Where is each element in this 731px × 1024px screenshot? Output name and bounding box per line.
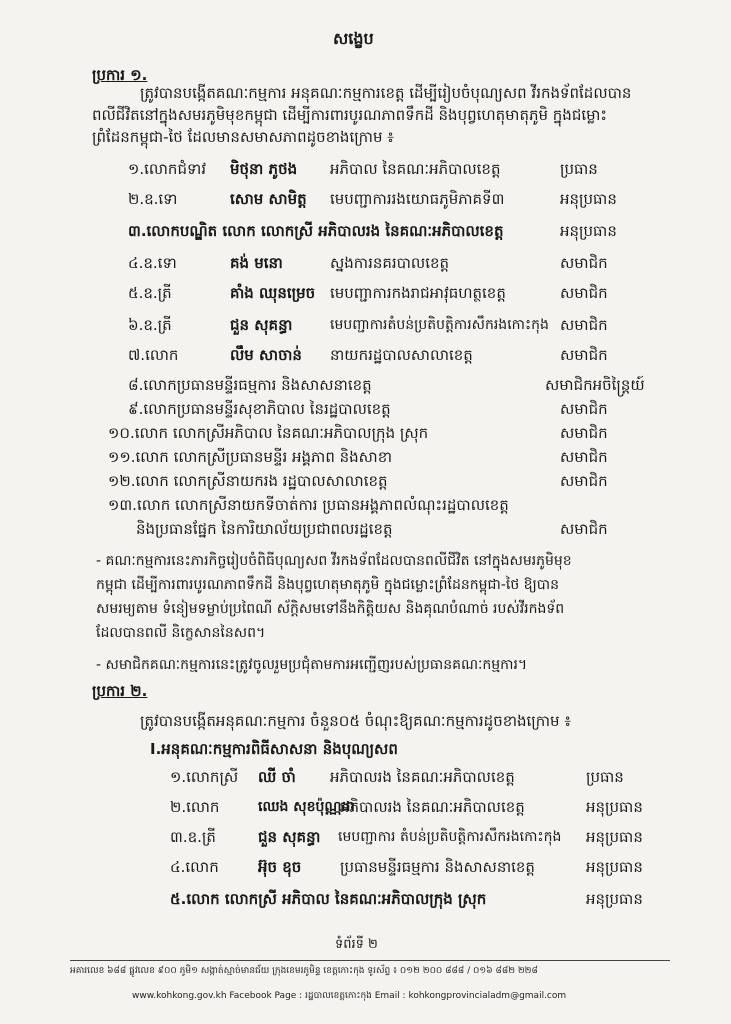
article-1-intro-line: ព្រំដែនកម្ពុជា-ថៃ ដែលមានសមាសភាពដូចខាងក្រោម ៖ bbox=[92, 128, 394, 146]
member-position: អនុប្រធាន bbox=[560, 222, 617, 240]
member-title: ៤.លោក bbox=[170, 858, 219, 876]
member-title: ២.ឧ.ទោ bbox=[128, 190, 178, 208]
member-position: សមាជិក bbox=[560, 448, 608, 466]
member-role: មេបញ្ជាការរងយោធភូមិភាគទី៣ bbox=[330, 190, 505, 208]
member-position: សមាជិក bbox=[560, 284, 608, 302]
duty-paragraph-line: - គណៈកម្មការនេះភារកិច្ចរៀបចំពិធីបុណ្យសព វីរកងទ័ពដែលបានពលីជីវិត នៅក្នុងសមរភូមិមុខ bbox=[96, 553, 572, 569]
article-2-heading: ប្រការ ២. bbox=[92, 682, 148, 700]
member-title: ១.លោកស្រី bbox=[170, 768, 239, 786]
member-position: សមាជិក bbox=[560, 472, 608, 490]
member-position: អនុប្រធាន bbox=[586, 798, 643, 816]
footer-contacts: www.kohkong.gov.kh Facebook Page : រដ្ឋបាលខេត្តកោះកុង Email : kohkongprovincialadm@gmail.com bbox=[132, 991, 567, 1001]
member-title: ៧.លោក bbox=[128, 346, 179, 364]
member-role: មេបញ្ជាការកងរាជអាវុធហត្ថខេត្ត bbox=[330, 284, 506, 302]
member-title: ៥.ឧ.ត្រី bbox=[128, 284, 172, 302]
member-title: ៣.ឧ.ត្រី bbox=[170, 828, 216, 846]
member-title: ៣.លោកបណ្ឌិត លោក លោកស្រី អភិបាលរង នៃគណៈអភិបាលខេត្ត bbox=[128, 222, 504, 240]
member-title-continued: និងប្រធានផ្នែក នៃការិយាល័យប្រជាពលរដ្ឋខេត្ត bbox=[136, 520, 393, 538]
member-name: ជួន សុគន្ធា bbox=[230, 316, 293, 334]
member-role: អភិបាលរង នៃគណៈអភិបាលខេត្ត bbox=[330, 768, 515, 786]
member-role: ប្រធានមន្ទីរធម្មការ និងសាសនាខេត្ត bbox=[340, 858, 535, 876]
member-role: នាយករដ្ឋបាលសាលាខេត្ត bbox=[330, 346, 473, 364]
article-2-intro: ត្រូវបានបង្កើតអនុគណៈកម្មការ ចំនួន០៥ ចំណុះឱ្យគណៈកម្មការដូចខាងក្រោម ៖ bbox=[140, 712, 571, 730]
member-position: អនុប្រធាន bbox=[586, 828, 643, 846]
member-name: ឈេង សុខប៉ុណ្ណដា bbox=[258, 799, 355, 815]
member-title: ៨.លោកប្រធានមន្ទីរធម្មការ និងសាសនាខេត្ត bbox=[128, 376, 372, 394]
member-title: ១១.លោក លោកស្រីប្រធានមន្ទីរ អង្គភាព និងសាខា bbox=[108, 448, 392, 466]
duty-paragraph-line: កម្ពុជា ដើម្បីការពារបូរណភាពទឹកដី និងបុព្វហេតុមាតុភូមិ ក្នុងជម្លោះព្រំដែនកម្ពុជា-ថៃ ឱ្យបាន bbox=[96, 577, 559, 593]
member-title: ៤.ឧ.ទោ bbox=[128, 254, 177, 272]
member-position: សមាជិក bbox=[560, 424, 608, 442]
member-position: សមាជិក bbox=[560, 400, 608, 418]
member-title: ៩.លោកប្រធានមន្ទីរសុខាភិបាល នៃរដ្ឋបាលខេត្ត bbox=[128, 400, 391, 418]
page-number: ទំព័រទី ២ bbox=[335, 937, 378, 952]
member-title: ៦.ឧ.ត្រី bbox=[128, 316, 172, 334]
attendance-paragraph-line: - សមាជិកគណៈកម្មការនេះត្រូវចូលរួមប្រជុំតាមការអញ្ជើញរបស់ប្រធានគណៈកម្មការ។ bbox=[96, 657, 528, 673]
member-title: ១២.លោក លោកស្រីនាយករង រដ្ឋបាលសាលាខេត្ត bbox=[108, 472, 388, 490]
member-position: អនុប្រធាន bbox=[586, 858, 643, 876]
member-position: ប្រធាន bbox=[586, 768, 624, 786]
member-position: សមាជិក bbox=[560, 316, 608, 334]
member-name: គាំង ឈុនម្រេច bbox=[230, 284, 316, 302]
member-position: អនុប្រធាន bbox=[586, 890, 643, 908]
member-role: មេបញ្ជាការ តំបន់ប្រតិបត្តិការសឹករងកោះកុង bbox=[338, 829, 562, 845]
subcommittee-heading: I.អនុគណៈកម្មការពិធីសាសនា និងបុណ្យសព bbox=[150, 740, 398, 758]
member-name: សោម សាមិត្ត bbox=[230, 190, 307, 208]
article-1-heading: ប្រការ ១. bbox=[92, 66, 148, 84]
member-role: មេបញ្ជាការតំបន់ប្រតិបត្តិការសឹករងកោះកុង bbox=[330, 317, 549, 333]
member-role: អភិបាល នៃគណៈអភិបាលខេត្ត bbox=[330, 160, 501, 178]
member-name: អ៊ុច ឧុច bbox=[258, 858, 302, 876]
duty-paragraph-line: សមរម្យតាម ទំនៀមទម្លាប់ប្រពៃណី ស័ក្តិសមទៅនឹងកិត្តិយស និងគុណបំណាច់ របស់វីរកងទ័ព bbox=[96, 601, 565, 617]
duty-paragraph-line: ដែលបានពលី និក្ខេសាននៃសព។ bbox=[96, 625, 266, 641]
member-title: ១៣.លោក លោកស្រីនាយកទីចាត់ការ ប្រធានអង្គភាពលំណុះរដ្ឋបាលខេត្ត bbox=[108, 496, 509, 514]
member-title: ២.លោក bbox=[170, 798, 220, 816]
member-position: ប្រធាន bbox=[560, 160, 598, 178]
member-name: លឹម សាចាន់ bbox=[230, 346, 302, 364]
footer-divider bbox=[70, 960, 670, 961]
member-title: ១.លោកជំទាវ bbox=[128, 160, 207, 178]
article-1-intro-line: ពលីជីវិតនៅក្នុងសមរភូមិមុខកម្ពុជា ដើម្បីការពារបូរណភាពទឹកដី និងបុព្វហេតុមាតុភូមិ ក្នុងជម្លោះ bbox=[92, 106, 607, 124]
member-name: ឈី ចាំ bbox=[258, 768, 296, 786]
footer-address: អគារលេខ ៦៨៨ ផ្លូវលេខ ៩០០ ភូមិ១ សង្កាត់ស្មាច់មានជ័យ ក្រុងខេមរភូមិន្ទ ខេត្តកោះកុង ទូរស័ព្ទ ៖ ០១២ ២០០ ៨៨៨ / ០១៦ ៨៨២ ២២៨ bbox=[70, 966, 538, 976]
member-title: ១០.លោក លោកស្រីអភិបាល នៃគណៈអភិបាលក្រុង ស្រុក bbox=[108, 424, 429, 442]
member-position: សមាជិក bbox=[560, 346, 608, 364]
member-position: សមាជិកអចិន្ត្រៃយ៍ bbox=[545, 376, 645, 394]
member-position: សមាជិក bbox=[560, 520, 608, 538]
member-name: គង់ មនោ bbox=[230, 254, 283, 272]
member-role: ស្នងការនគរបាលខេត្ត bbox=[330, 254, 450, 272]
member-role: អភិបាលរង នៃគណៈអភិបាលខេត្ត bbox=[340, 798, 525, 816]
member-position: សមាជិក bbox=[560, 254, 608, 272]
document-title: សង្ខេប bbox=[333, 29, 374, 48]
member-position: អនុប្រធាន bbox=[560, 190, 617, 208]
member-name: ជួន សុគន្ធា bbox=[258, 828, 321, 846]
member-name: មិថុនា ភូថង bbox=[230, 160, 298, 178]
article-1-intro-line: ត្រូវបានបង្កើតគណៈកម្មការ អនុគណៈកម្មការខេត្ត ដើម្បីរៀបចំបុណ្យសព វីរកងទ័ពដែលបាន bbox=[140, 84, 632, 102]
member-title: ៥.លោក លោកស្រី អភិបាល នៃគណៈអភិបាលក្រុង ស្រុក bbox=[170, 890, 487, 908]
